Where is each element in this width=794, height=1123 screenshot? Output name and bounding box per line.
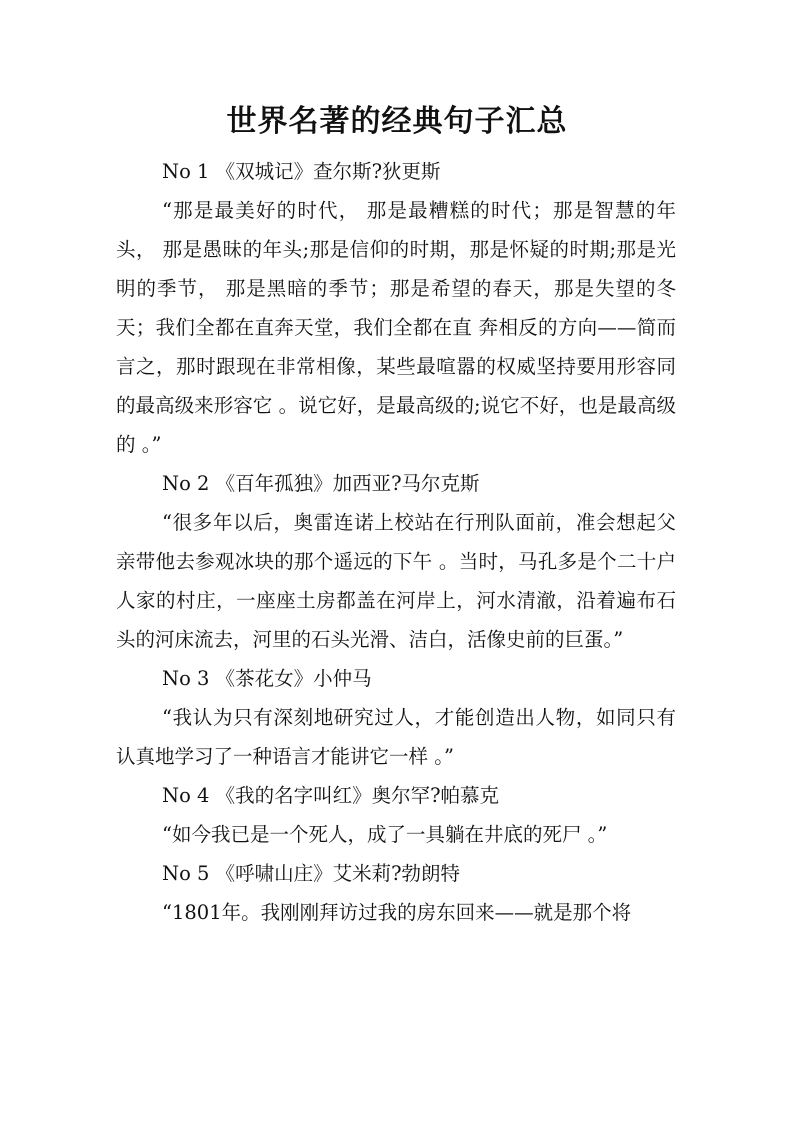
entry-quote-2: “很多年以后，奥雷连诺上校站在行刑队面前，准会想起父亲带他去参观冰块的那个遥远的下午 。当时，马孔多是个二十户人家的村庄，一座座土房都盖在河岸上，河水清澈，沿着遍布石头的河床流去，河里的石头光滑、洁白，活像史前的巨蛋。” bbox=[116, 511, 676, 651]
entry-heading-3: No 3 《茶花女》小仲马 bbox=[162, 667, 372, 690]
entry-quote-5: “1801年。我刚刚拜访过我的房东回来——就是那个将 bbox=[162, 901, 632, 924]
document-body bbox=[116, 152, 676, 932]
entry-heading-1: No 1 《双城记》查尔斯?狄更斯 bbox=[162, 160, 441, 183]
page-title: 世界名著的经典句子汇总 bbox=[226, 104, 568, 139]
entry-quote-3: “我认为只有深刻地研究过人，才能创造出人物，如同只有认真地学习了一种语言才能讲它一样 。” bbox=[116, 706, 676, 768]
entry-heading-5: No 5 《呼啸山庄》艾米莉?勃朗特 bbox=[162, 862, 461, 885]
entry-quote-1: “那是最美好的时代， 那是最糟糕的时代；那是智慧的年头， 那是愚昧的年头;那是信仰的时期，那是怀疑的时期;那是光明的季节， 那是黑暗的季节；那是希望的春天，那是失望的冬天；我们全都在直奔天堂，我们全都在直 奔相反的方向——简而言之，那时跟现在非常相像，某些最喧嚣的权威坚持要用形容同的最高级来形容它 。说它好，是最高级的;说它不好，也是最高级的 。” bbox=[116, 199, 676, 456]
entry-heading-4: No 4 《我的名字叫红》奥尔罕?帕慕克 bbox=[162, 784, 500, 807]
entry-heading-2: No 2 《百年孤独》加西亚?马尔克斯 bbox=[162, 472, 480, 495]
entry-quote-4: “如今我已是一个死人，成了一具躺在井底的死尸 。” bbox=[162, 823, 608, 846]
